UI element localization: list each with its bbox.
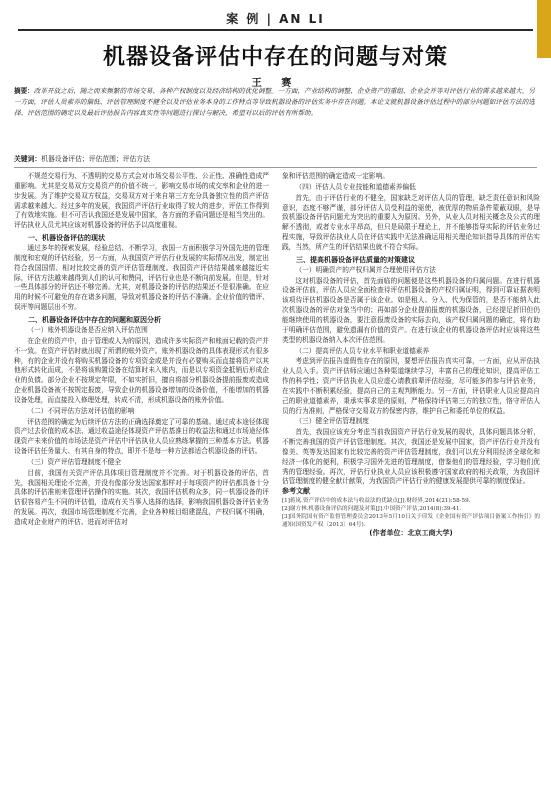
paragraph: 通过多年的探索发展，经验总结、不断学习，我国一方面积极学习外国先进的管理制度和宏观的评估经验，另一方面，从我国资产评估行业发展的实际情况出发，制定出符合我国国情、相对比较完善的资产评估管理制度。我国资产评估结果越来越接近实际，评估方法越来越得到人们的认可和赞同，评估行业也是不断向前发展。但是，针对一些具体部分的评估还不够完善。尤其，对机器设备的评估的结果还不是很准确。在应用的时候不可避免的存在诸多问题，导致对机器设备的评估不准确。企业价值的错评、误评等问题层出不穷。 [14, 244, 269, 312]
section-heading-2: 二、机器设备评估中存在的问题和原因分析 [28, 315, 161, 324]
paragraph: 首先，我国应该充分考虑当前我国资产评估行业发展的现状，具体问题具体分析，不断完善我国的资产评估管理制度。其次，我国还是发展中国家，资产评估行业并没有像美、英等发达国家有比较完善的资产评估管理制度，我们可以充分利用经济全球化和经济一体化的便利，积极学习国外先进的管理制度，借鉴他们的管理经验，学习他们优秀的管理经验。再次，评估行业执业人员应该积极遵守国家政府的相关政策，为我国评估管理制度的健全献计献策，为我国资产评估行业的健康发展提供可靠的制度保证。 [282, 428, 540, 486]
subsection-heading: （三）健全评估管理制度 [295, 417, 369, 426]
paragraph: 首先，由于评估行业的不健全，国家缺乏对评估人员的管理，缺乏责任意识和风险意识，态度不够严谨，部分评估人员受利益的驱使，被优厚的物质条件蒙蔽双眼，是导致机器设备评估问题尤为突出的重要人为原因。另外，从业人员对相关概念及公式的理解不透彻，或者专业水平昂高，但只是局限于理论上，并不能够指导实际的评估业务过程实施，导致评估执业人员在评估实践中无法准确运用相关理论知识指导具体的评估实践，当然，所产生的评估结果也就不符合实际。 [282, 193, 540, 251]
left-column [14, 172, 269, 528]
subsection-heading: （四）评估人员专业技能和道德素养偏低 [295, 182, 416, 191]
paragraph: 评估范围的确定为后续评估方法的正确选择奠定了可靠的基础。通过成本途径体现资产过去价值的成本法、通过收益途径体现资产评估基准日的收益法和通过市场途径体现资产未来价值的市场法是资产评估中评估执业人员应熟练掌握的三种基本方法。机器设备评估任务量大、有其自身的特点，即并不是每一种方法都适合机器设备的评估。 [14, 417, 269, 456]
reference-item: [2]谢方林.机器设备评估的问题及对策[J].中国资产评估,2014(8):39-41. [282, 506, 462, 513]
subsection-heading: （三）资产评估管理制度不健全 [27, 457, 122, 466]
intro-paragraph: 不规范交易行为、不透明的交易方式会对市场交易公平性、公正性、准确性造成严重影响。尤其是交易双方交易资产的价值不统一，影响交易市场的成交率和企业的进一步发展。为了维护交易双方权益，交易双方对于来自第三方充分具备独立性的资产评估需求越来越大。经过多年的发展，我国资产评估行业取得了较大的进步，评估工作得到了有效地实施。但不可否认我国还是发展中国家，各方面的矛盾问题还是相当突出的。评估执业人员尤其应该对机器设备的评估予以高度重视。 [14, 172, 269, 230]
reference-item: [3]国务院国有资产监督管理委员会2013年5月10日关于印发《企业国有资产评估项目备案工作指引》的通知(国资发产权〔2013〕64号). [282, 514, 540, 529]
keywords [14, 154, 537, 164]
keywords-label: 关键词： [14, 155, 42, 163]
subsection-heading: （一）明确资产的产权归属并合理使用评估方法 [295, 265, 436, 274]
author-affiliation: (作者单位：北京工商大学) [369, 529, 453, 538]
reference-item: [1]蒋岚.资产评估中的成本法与收益法的优缺点[J].财经界,2014(21):58-59. [282, 498, 471, 505]
paragraph: 在企业的资产中，由于管理或人为的原因，造成许多实际资产和账面记载的资产并不一致。在资产评估时就出现了所谓的账外资产。账外机器设备的具体表现形式有很多种，有的企业并没有将购买机器设备的专项资金或是并没有必要购买而直接将资产以其他形式转化而成，不是将该购置设备在结算时未入账内，而是以专项资金抵销后形成企业的负债。部分企业不按规定年限，不如实折旧，擅自将部分机器设备提前报废或造成企业机器设备被不按规定报废，导致企业的机器设备增加的设备价值，不能增加的机器设备处理，而直接投入修理处理，转成不清，形成机器设备的账外价值。 [14, 336, 269, 404]
keywords-text: 机器设备评估；评估范围；评估方法 [41, 155, 150, 163]
subsection-heading: （二）不同评估方法对评估值的影响 [27, 406, 135, 415]
section-heading-1: 一、机器设备评估的现状 [28, 234, 105, 243]
section-heading-3: 三、提高机器设备评估质量的对策建议 [296, 255, 415, 264]
section-label: 案 例 | AN LI [226, 12, 325, 26]
divider [14, 167, 537, 168]
header-rule [18, 29, 533, 31]
abstract-text: 改革开放之后，随之而来频繁的市场交易、各种产权制度以及经济结构的优化调整。一方面，产业结构的调整、企业资产的重组、企业会并等对评估行业的需求越来越大。另一方面，评估人员素养的偏低、评估管理制度不健全以及评估业务本身的工作特点等导致机器设备的评估实务中存在问题。本论文就机器设备评估过程中的部分问题如评估方法的选择、评估范围的确定以及最后评估报告内容真实性等问题进行探讨与解决，希望对以后的评估有所帮助。 [14, 87, 535, 118]
right-column [282, 172, 540, 539]
paragraph: 目前，我国有关资产评估具体项目管理制度并不完善。对于机器设备的评估，首先，我国相关理论不完善，并没有像部分发达国家那样对于每项资产的评估都具备十分具体的评估准则来管理评估操作的实施。其次，我国评估机构众多，同一机器设备的评估很容易产生不同的评估值，造成有关当事人选择的选择，影响我国机器设备评估业务的发展。再次，我国市场管理制度不完善，企业各种账目组建混乱，产权归属不明确，造成对企业财产的评估、进而对评估对 [14, 468, 269, 526]
page-header [0, 0, 551, 30]
subsection-heading: （一）账外机器设备是否应纳入评估范围 [27, 325, 148, 334]
abstract [14, 86, 537, 120]
references-title: 参考文献 [282, 487, 310, 496]
subsection-heading: （二）提高评估人员专业水平和职业道德素养 [295, 346, 430, 355]
article-author: 王 赛 [251, 78, 300, 89]
article-title: 机器设备评估中存在的问题与对策 [102, 45, 448, 70]
paragraph: 这对机器设备的评估，首先面临的问题便是这些机器设备的归属问题。在进行机器设备评估前，评估人员应全面检查待评估机器设备的产权归属证明，得到可靠证据表明该项待评估机器设备是否属于该企业。如是租人、分入、代为保管的，是否不能纳入此次机器设备的评估对象当中的；再如部分企业提前报废的机器设备，已经提足折旧但仍能继续使用的机器设备，要注意报废设备的实际去向，该产权归属问题的确定，将有助于明确评估范围，避免遗漏有价值的资产。在进行该企业的机器设备评估时应该将这些类型的机器设备纳入本次评估范围。 [282, 276, 540, 344]
paragraph-continued: 象和评估范围的确定造成一定影响。 [282, 172, 389, 180]
abstract-label: 摘要： [14, 87, 34, 95]
paragraph: 考虑到评估报告虚假性存在的原因，要想评估报告真实可靠，一方面，应从评估执业人员入手。资产评估师应通过各种渠道继续学习，丰富自己的理论知识，提高评估工作的科学性；资产评估执业人员应虚心请教前辈评估经验，尽可能多的参与评估业务，在实践中不断积累经验，提高自己的主观判断能力。另一方面，评估职业人员应提高自己的职业道德素养，秉承实事求是的原则，严格保持评估第三方的独立性，恪守评估人员的行为准则，严格保守交易双方的保密内容，维护自己和委托单位的权益。 [282, 357, 540, 415]
